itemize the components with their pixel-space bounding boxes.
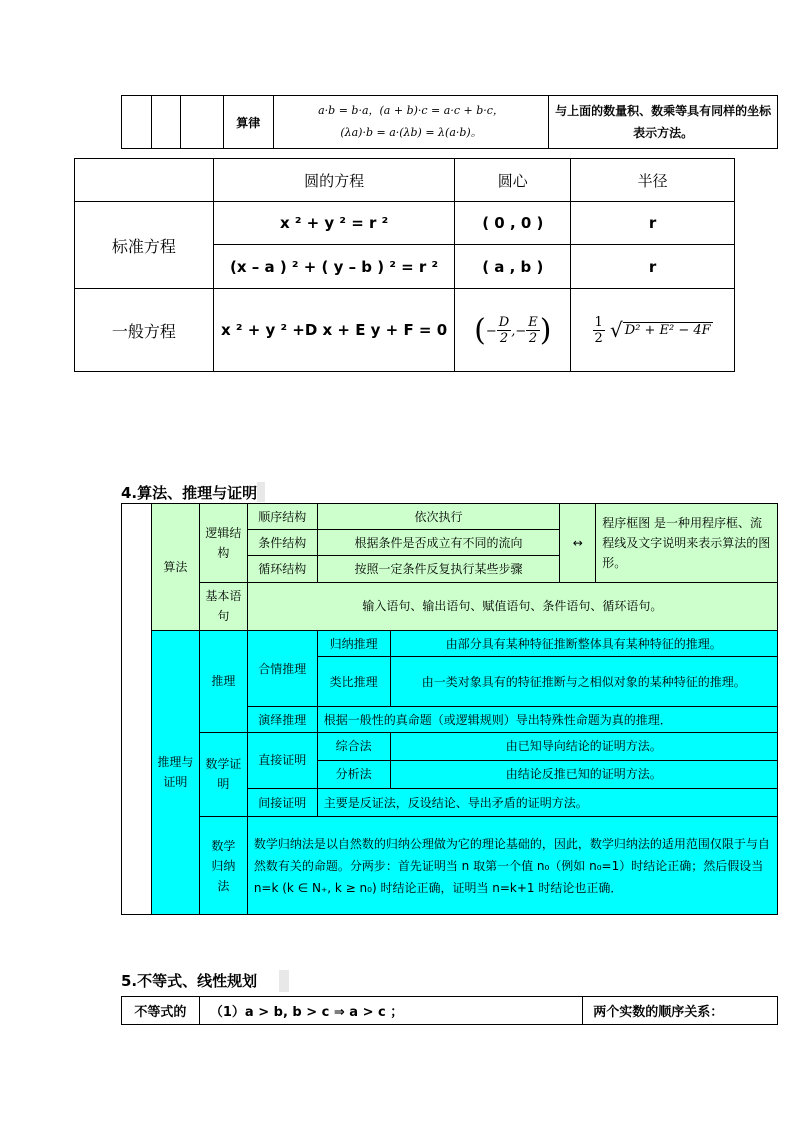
algorithm-proof-table xyxy=(121,503,778,915)
general-equation-label: 一般方程 xyxy=(75,289,214,372)
equation-shifted: (x – a ) ² + ( y – b ) ² = r ² xyxy=(213,245,455,289)
center-origin: ( 0 , 0 ) xyxy=(455,202,571,245)
circle-equation-table xyxy=(74,158,735,372)
formula-line-2: (λa)·b = a·(λb) = λ(a·b)。 xyxy=(340,126,482,139)
law-formulas xyxy=(273,96,549,149)
structure-loop-desc: 按照一定条件反复执行某些步骤 xyxy=(317,556,560,582)
radius-origin: r xyxy=(571,202,735,245)
analytic-method-desc: 由结论反推已知的证明方法。 xyxy=(390,760,777,788)
section-5-title: 5.不等式、线性规划 xyxy=(121,970,287,992)
analogy-reasoning-desc: 由一类对象具有的特征推断与之相似对象的某种特征的推理。 xyxy=(390,657,777,707)
deductive-reasoning-desc: 根据一般性的真命题（或逻辑规则）导出特殊性命题为真的推理． xyxy=(317,707,777,732)
radius-shifted: r xyxy=(571,245,735,289)
math-induction-label: 数学归纳法 xyxy=(199,817,247,915)
inequality-label: 不等式的 xyxy=(122,997,200,1025)
synthetic-method-desc: 由已知导向结论的证明方法。 xyxy=(390,732,777,760)
general-center: (− $\frac{D}{2}$ ,− $\frac{E}{2}$ ) xyxy=(455,289,571,372)
basic-statements: 输入语句、输出语句、赋值语句、条件语句、循环语句。 xyxy=(247,582,777,630)
synthetic-method-label: 综合法 xyxy=(317,732,390,760)
structure-conditional-desc: 根据条件是否成立有不同的流向 xyxy=(317,530,560,556)
math-proof-label: 数学证明 xyxy=(199,732,247,817)
general-equation: x ² + y ² +D x + E y + F = 0 xyxy=(213,289,455,372)
indirect-proof-label: 间接证明 xyxy=(247,789,317,817)
real-order-relation: 两个实数的顺序关系： xyxy=(583,997,778,1025)
structure-sequential-desc: 依次执行 xyxy=(317,504,560,530)
empty-cell xyxy=(151,96,180,149)
empty-cell xyxy=(180,96,223,149)
inequality-table xyxy=(121,996,778,1025)
equivalence-arrow: ↔ xyxy=(560,504,596,583)
structure-conditional: 条件结构 xyxy=(247,530,317,556)
basic-statements-label: 基本语句 xyxy=(199,582,247,630)
corner-cell xyxy=(75,159,214,202)
indirect-proof-desc: 主要是反证法，反设结论、导出矛盾的证明方法。 xyxy=(317,789,777,817)
equation-origin: x ² + y ² = r ² xyxy=(213,202,455,245)
inductive-reasoning-label: 归纳推理 xyxy=(317,630,390,656)
structure-loop: 循环结构 xyxy=(247,556,317,582)
reasoning-label: 推理 xyxy=(199,630,247,732)
header-radius: 半径 xyxy=(571,159,735,202)
math-induction-desc: 数学归纳法是以自然数的归纳公理做为它的理论基础的，因此，数学归纳法的适用范围仅限于与自然数有关的命题。分两步：首先证明当 n 取第一个值 n₀（例如 n₀=1）时结论正确；然后假设当 n=k (k ∈ N₊, k ≥ n₀) 时结论正确，证明当 n=k+1 时结论也正确． xyxy=(247,817,777,915)
blank-margin-column xyxy=(122,504,152,915)
general-radius: $\frac{1}{2}$ √ D² + E² − 4F xyxy=(571,289,735,372)
reasoning-proof-label: 推理与证明 xyxy=(151,630,199,914)
standard-equation-label: 标准方程 xyxy=(75,202,214,289)
center-shifted: ( a , b ) xyxy=(455,245,571,289)
law-label: 算律 xyxy=(223,96,273,149)
vector-law-table xyxy=(121,95,778,149)
structure-sequential: 顺序结构 xyxy=(247,504,317,530)
analytic-method-label: 分析法 xyxy=(317,760,390,788)
law-note: 与上面的数量积、数乘等具有同样的坐标表示方法。 xyxy=(549,96,778,149)
empty-cell xyxy=(122,96,152,149)
inequality-transitive: （1）a > b, b > c ⇒ a > c ； xyxy=(199,997,582,1025)
inductive-reasoning-desc: 由部分具有某种特征推断整体具有某种特征的推理。 xyxy=(390,630,777,656)
deductive-reasoning-label: 演绎推理 xyxy=(247,707,317,732)
header-equation: 圆的方程 xyxy=(213,159,455,202)
algorithm-label: 算法 xyxy=(151,504,199,631)
logic-structure-label: 逻辑结构 xyxy=(199,504,247,583)
plausible-reasoning-label: 合情推理 xyxy=(247,630,317,707)
direct-proof-label: 直接证明 xyxy=(247,732,317,788)
flowchart-description: 程序框图 是一种用程序框、流程线及文字说明来表示算法的图形。 xyxy=(596,504,778,583)
section-4-title: 4.算法、推理与证明 xyxy=(121,482,263,502)
formula-line-1: a·b = b·a，(a + b)·c = a·c + b·c， xyxy=(318,104,504,117)
analogy-reasoning-label: 类比推理 xyxy=(317,657,390,707)
header-center: 圆心 xyxy=(455,159,571,202)
